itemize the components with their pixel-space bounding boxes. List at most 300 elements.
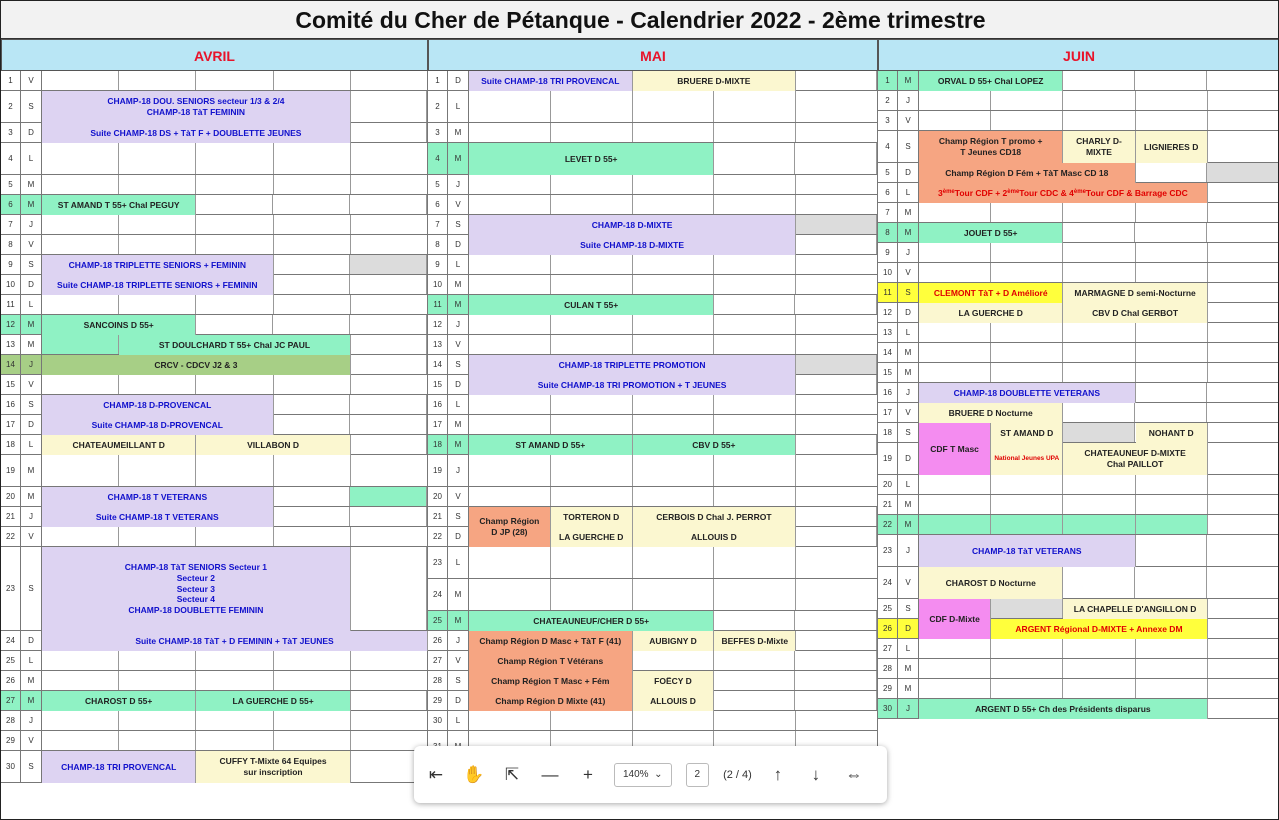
- grid-cell: [633, 123, 715, 142]
- weekday-letter: L: [448, 91, 469, 122]
- day-number: 15: [878, 363, 898, 382]
- weekday-letter: V: [448, 335, 469, 354]
- day-cells: [469, 631, 878, 650]
- day-number: 10: [428, 275, 448, 294]
- day-cells: [469, 175, 878, 194]
- toggle-sidebar-icon[interactable]: ⇤: [428, 764, 444, 784]
- month-header-avril: AVRIL: [1, 39, 428, 71]
- event-label: CHAMP-18 TRIPLETTE PROMOTION: [469, 355, 796, 375]
- weekday-letter: M: [21, 195, 42, 214]
- grid-cell: [991, 243, 1063, 262]
- grid-cell: [42, 651, 119, 670]
- grid-cell: [42, 527, 119, 546]
- grid-cell: [274, 651, 351, 670]
- page-title: Comité du Cher de Pétanque - Calendrier 2022 - 2ème trimestre: [1, 1, 1279, 39]
- weekday-letter: D: [898, 303, 919, 322]
- grid-cell: [196, 375, 273, 394]
- day-row: [428, 295, 878, 315]
- zoom-out-icon[interactable]: —: [541, 764, 559, 784]
- day-cells: [469, 435, 878, 454]
- day-number: 24: [428, 579, 448, 610]
- day-row: [1, 395, 428, 415]
- event-label: AUBIGNY D: [633, 631, 715, 651]
- day-row: [428, 275, 878, 295]
- grid-cell: [795, 235, 877, 254]
- grid-cell: [714, 691, 796, 710]
- day-row: [1, 335, 428, 355]
- weekday-letter: S: [898, 599, 919, 618]
- grid-cell: [1063, 91, 1135, 110]
- weekday-letter: V: [21, 731, 42, 750]
- grid-cell: [274, 175, 351, 194]
- event-label: LA GUERCHE D 55+: [196, 691, 350, 711]
- day-cells: [919, 303, 1279, 322]
- grid-cell: [1135, 383, 1207, 402]
- grid-cell: [273, 275, 350, 294]
- grid-cell: [119, 215, 196, 234]
- grid-cell: [1207, 403, 1279, 422]
- grid-cell: [1208, 91, 1279, 110]
- day-number: 1: [428, 71, 448, 90]
- grid-cell: [1207, 163, 1279, 182]
- day-number: 12: [428, 315, 448, 334]
- day-cells: [42, 395, 428, 414]
- grid-cell: [350, 275, 427, 294]
- grid-cell: [714, 91, 796, 122]
- grid-cell: [1136, 475, 1208, 494]
- day-number: 27: [428, 651, 448, 670]
- zoom-select[interactable]: [614, 763, 672, 787]
- event-label: NOHANT D: [1136, 423, 1208, 443]
- grid-cell: [119, 295, 196, 314]
- grid-cell: [551, 91, 633, 122]
- day-cells: [919, 223, 1279, 242]
- grid-cell: [919, 243, 991, 262]
- weekday-letter: D: [448, 235, 469, 254]
- weekday-letter: V: [21, 375, 42, 394]
- day-cells: [469, 671, 878, 690]
- day-cells: [919, 475, 1279, 494]
- grid-cell: [919, 495, 991, 514]
- day-cells: [469, 315, 878, 334]
- event-label: CHAMP-18 TàT VETERANS: [919, 535, 1136, 567]
- grid-cell: [796, 91, 877, 122]
- day-row: [1, 235, 428, 255]
- day-number: 14: [428, 355, 448, 374]
- weekday-letter: D: [898, 443, 919, 474]
- day-number: 22: [878, 515, 898, 534]
- grid-cell: [795, 295, 877, 314]
- grid-cell: [469, 275, 551, 294]
- day-number: 16: [428, 395, 448, 414]
- day-cells: [919, 535, 1279, 566]
- day-row: [1, 631, 428, 651]
- grid-cell: [991, 91, 1063, 110]
- day-number: 14: [878, 343, 898, 362]
- day-row: [428, 215, 878, 235]
- grid-cell: [633, 195, 715, 214]
- weekday-letter: M: [448, 611, 469, 630]
- grid-cell: [919, 323, 991, 342]
- grid-cell: [42, 235, 119, 254]
- grid-cell: [796, 455, 877, 486]
- grid-cell: [796, 195, 877, 214]
- day-cells: [42, 547, 428, 630]
- day-number: 6: [428, 195, 448, 214]
- grid-cell: [273, 315, 350, 334]
- day-row: [878, 363, 1279, 383]
- day-cells: [919, 403, 1279, 422]
- grid-cell: [1208, 363, 1279, 382]
- weekday-letter: M: [898, 71, 919, 90]
- day-cells: [469, 91, 878, 122]
- weekday-letter: L: [898, 475, 919, 494]
- event-label: LA CHAPELLE D'ANGILLON D: [1063, 599, 1207, 619]
- day-cells: [42, 751, 428, 782]
- grid-cell: [1208, 111, 1279, 130]
- grid-cell: [991, 203, 1063, 222]
- grid-cell: [196, 671, 273, 690]
- grid-cell: [1136, 91, 1208, 110]
- grid-cell: [119, 731, 196, 750]
- grid-cell: [1207, 443, 1279, 474]
- fit-width-icon[interactable]: ⇔: [845, 764, 863, 784]
- day-row: [1, 375, 428, 395]
- grid-cell: [274, 455, 351, 486]
- grid-cell: [1207, 131, 1279, 162]
- grid-cell: [196, 455, 273, 486]
- day-cells: [919, 283, 1279, 302]
- day-number: 28: [428, 671, 448, 690]
- grid-cell: [119, 651, 196, 670]
- grid-cell: [196, 175, 273, 194]
- day-row: [1, 731, 428, 751]
- weekday-letter: M: [448, 275, 469, 294]
- weekday-letter: S: [448, 507, 469, 526]
- day-number: 21: [1, 507, 21, 526]
- day-cells: [469, 455, 878, 486]
- grid-cell: [633, 455, 715, 486]
- event-label: ALLOUIS D: [633, 527, 797, 547]
- grid-cell: [196, 731, 273, 750]
- day-cells: [42, 631, 428, 650]
- grid-cell: [351, 671, 427, 690]
- day-row: [878, 679, 1279, 699]
- zoom-in-icon[interactable]: +: [583, 764, 593, 784]
- day-number: 3: [1, 123, 21, 142]
- event-label: LEVET D 55+: [469, 143, 714, 175]
- grid-cell: [1136, 515, 1208, 534]
- grid-cell: [991, 495, 1063, 514]
- grid-cell: [1135, 223, 1207, 242]
- day-cells: [42, 487, 428, 506]
- day-number: 13: [878, 323, 898, 342]
- weekday-letter: V: [898, 403, 919, 422]
- grid-cell: [714, 255, 796, 274]
- day-row: [1, 547, 428, 631]
- day-row: [878, 639, 1279, 659]
- grid-cell: [119, 455, 196, 486]
- day-number: 26: [1, 671, 21, 690]
- event-label: Suite CHAMP-18 D-PROVENCAL: [42, 415, 274, 435]
- day-number: 6: [878, 183, 898, 202]
- day-row: [1, 195, 428, 215]
- grid-cell: [551, 415, 633, 434]
- day-row: [1, 143, 428, 175]
- grid-cell: [274, 527, 351, 546]
- day-cells: [42, 143, 428, 174]
- event-label: BEFFES D-Mixte: [714, 631, 796, 651]
- grid-cell: [633, 547, 715, 578]
- day-row: [1, 123, 428, 143]
- day-row: [428, 711, 878, 731]
- grid-cell: [1136, 263, 1208, 282]
- grid-cell: [919, 679, 991, 698]
- day-row: [878, 203, 1279, 223]
- weekday-letter: V: [898, 567, 919, 598]
- event-label: SANCOINS D 55+: [42, 315, 196, 335]
- weekday-letter: M: [898, 659, 919, 678]
- grid-cell: [1208, 679, 1279, 698]
- day-cells: [469, 195, 878, 214]
- day-cells: [469, 651, 878, 670]
- day-number: 15: [1, 375, 21, 394]
- day-cells: [42, 295, 428, 314]
- day-number: 10: [1, 275, 21, 294]
- day-number: 1: [1, 71, 21, 90]
- event-label: ST DOULCHARD T 55+ Chal JC PAUL: [119, 335, 351, 355]
- weekday-letter: M: [898, 203, 919, 222]
- day-row: [428, 671, 878, 691]
- grid-cell: [351, 527, 427, 546]
- weekday-letter: L: [21, 143, 42, 174]
- day-row: [1, 295, 428, 315]
- day-number: 30: [878, 699, 898, 718]
- day-row: [878, 495, 1279, 515]
- day-cells: [919, 515, 1279, 534]
- grid-cell: [991, 263, 1063, 282]
- day-row: [1, 487, 428, 507]
- grid-cell: [795, 611, 877, 630]
- grid-cell: [795, 71, 877, 90]
- day-row: [428, 71, 878, 91]
- grid-cell: [1136, 639, 1208, 658]
- grid-cell: [919, 263, 991, 282]
- grid-cell: [714, 195, 796, 214]
- grid-cell: [274, 143, 351, 174]
- weekday-letter: M: [898, 363, 919, 382]
- day-number: 4: [428, 143, 448, 174]
- event-label: CHAROST D 55+: [42, 691, 196, 711]
- grid-cell: [1135, 71, 1207, 90]
- grid-cell: [551, 547, 633, 578]
- event-label: Suite CHAMP-18 TRIPLETTE SENIORS + FEMININ: [42, 275, 274, 295]
- grid-cell: [1207, 599, 1279, 618]
- event-label: CHAMP-18 TRIPLETTE SENIORS + FEMININ: [42, 255, 274, 275]
- day-cells: [919, 423, 1279, 454]
- grid-cell: [1207, 535, 1279, 566]
- grid-cell: [351, 235, 427, 254]
- day-row: [1, 275, 428, 295]
- day-cells: [919, 599, 1279, 624]
- day-number: 4: [1, 143, 21, 174]
- day-cells: [919, 71, 1279, 90]
- grid-cell: [633, 415, 715, 434]
- grid-cell: [351, 711, 427, 730]
- day-row: [878, 535, 1279, 567]
- weekday-letter: J: [448, 315, 469, 334]
- event-label: ORVAL D 55+ Chal LOPEZ: [919, 71, 1063, 91]
- grid-cell: [1207, 283, 1279, 302]
- day-cells: [919, 263, 1279, 282]
- day-number: 9: [878, 243, 898, 262]
- grid-cell: [351, 215, 427, 234]
- day-row: [878, 515, 1279, 535]
- day-number: 30: [1, 751, 21, 782]
- day-row: [428, 611, 878, 631]
- event-label: CUFFY T-Mixte 64 Equipes sur inscription: [196, 751, 350, 783]
- day-number: 26: [428, 631, 448, 650]
- day-cells: [919, 183, 1279, 202]
- next-page-icon[interactable]: ↓: [811, 764, 821, 784]
- day-cells: [919, 323, 1279, 342]
- grid-cell: [991, 679, 1063, 698]
- day-number: 18: [1, 435, 21, 454]
- grid-cell: [196, 295, 273, 314]
- grid-cell: [1208, 475, 1279, 494]
- grid-cell: [633, 255, 715, 274]
- day-row: [428, 175, 878, 195]
- weekday-letter: M: [898, 343, 919, 362]
- weekday-letter: L: [898, 323, 919, 342]
- event-label: ALLOUIS D: [633, 691, 715, 711]
- grid-cell: [919, 91, 991, 110]
- grid-cell: [633, 91, 715, 122]
- day-number: 25: [428, 611, 448, 630]
- day-row: [878, 183, 1279, 203]
- event-label: CHAMP-18 TàT SENIORS Secteur 1 Secteur 2 Secteur 3 Secteur 4 CHAMP-18 DOUBLETTE FEMININ: [42, 547, 351, 631]
- weekday-letter: D: [448, 71, 469, 90]
- grid-cell: [42, 215, 119, 234]
- grid-cell: [350, 487, 427, 506]
- grid-cell: [1063, 111, 1135, 130]
- event-label: Suite CHAMP-18 DS + TàT F + DOUBLETTE JEUNES: [42, 123, 351, 143]
- day-row: [878, 599, 1279, 624]
- day-number: 8: [878, 223, 898, 242]
- weekday-letter: V: [21, 527, 42, 546]
- grid-cell: [796, 711, 877, 730]
- day-cells: [919, 495, 1279, 514]
- grid-cell: [119, 711, 196, 730]
- grid-cell: [551, 455, 633, 486]
- day-cells: [42, 275, 428, 294]
- weekday-letter: D: [21, 631, 42, 650]
- day-number: 27: [878, 639, 898, 658]
- weekday-letter: S: [898, 283, 919, 302]
- weekday-letter: D: [448, 527, 469, 546]
- grid-cell: [469, 335, 551, 354]
- day-row: [1, 415, 428, 435]
- event-label: 3 ème Tour CDF + 2 ème Tour CDC & 4 ème Tour CDF & Barrage CDC: [919, 183, 1208, 203]
- day-row: [428, 547, 878, 579]
- weekday-letter: M: [898, 223, 919, 242]
- weekday-letter: M: [448, 435, 469, 454]
- event-label: CHAMP-18 TRI PROVENCAL: [42, 751, 196, 783]
- grid-cell: [469, 91, 551, 122]
- day-row: [878, 343, 1279, 363]
- grid-cell: [796, 255, 877, 274]
- grid-cell: [273, 395, 350, 414]
- weekday-letter: D: [448, 691, 469, 710]
- grid-cell: [919, 363, 991, 382]
- weekday-letter: L: [448, 395, 469, 414]
- grid-cell: [1136, 343, 1208, 362]
- grid-cell: [196, 215, 273, 234]
- grid-cell: [633, 487, 715, 506]
- weekday-letter: D: [21, 275, 42, 294]
- event-label: TORTERON D: [551, 507, 633, 527]
- grid-cell: [796, 547, 877, 578]
- grid-cell: [351, 143, 427, 174]
- pdf-toolbar: [414, 746, 887, 803]
- grid-cell: [795, 631, 877, 650]
- hand-tool-icon[interactable]: ✋: [463, 764, 485, 784]
- day-row: [428, 579, 878, 611]
- grid-cell: [273, 195, 350, 214]
- day-cells: [919, 363, 1279, 382]
- grid-cell: [274, 71, 351, 90]
- prev-page-icon[interactable]: ↑: [773, 764, 783, 784]
- weekday-letter: S: [21, 91, 42, 122]
- page-input[interactable]: 2: [686, 763, 710, 787]
- day-number: 2: [878, 91, 898, 110]
- day-cells: [42, 123, 428, 142]
- day-cells: [469, 235, 878, 254]
- grid-cell: [273, 255, 350, 274]
- event-label: ST AMAND D: [991, 423, 1063, 443]
- grid-cell: [469, 395, 551, 414]
- grid-cell: [795, 671, 877, 690]
- day-cells: [469, 611, 878, 630]
- day-row: [428, 455, 878, 487]
- day-row: [878, 163, 1279, 183]
- grid-cell: [796, 415, 877, 434]
- grid-cell: [350, 315, 427, 334]
- grid-cell: [1136, 495, 1208, 514]
- day-cells: [919, 111, 1279, 130]
- day-number: 12: [878, 303, 898, 322]
- grid-cell: [1207, 383, 1279, 402]
- day-cells: [469, 711, 878, 730]
- day-number: 6: [1, 195, 21, 214]
- day-cells: [42, 711, 428, 730]
- select-tool-icon[interactable]: ⇱: [504, 764, 520, 784]
- day-number: 11: [428, 295, 448, 314]
- grid-cell: [42, 455, 119, 486]
- day-row: [428, 335, 878, 355]
- grid-cell: [714, 579, 796, 610]
- grid-cell: [350, 91, 427, 122]
- event-label: CHATEAUNEUF D-MIXTE Chal PAILLOT: [1063, 443, 1207, 475]
- grid-cell: [196, 143, 273, 174]
- grid-cell: [1063, 243, 1135, 262]
- grid-cell: [469, 255, 551, 274]
- day-number: 4: [878, 131, 898, 162]
- day-row: [1, 175, 428, 195]
- weekday-letter: S: [448, 215, 469, 234]
- grid-cell: [714, 175, 796, 194]
- day-row: [428, 123, 878, 143]
